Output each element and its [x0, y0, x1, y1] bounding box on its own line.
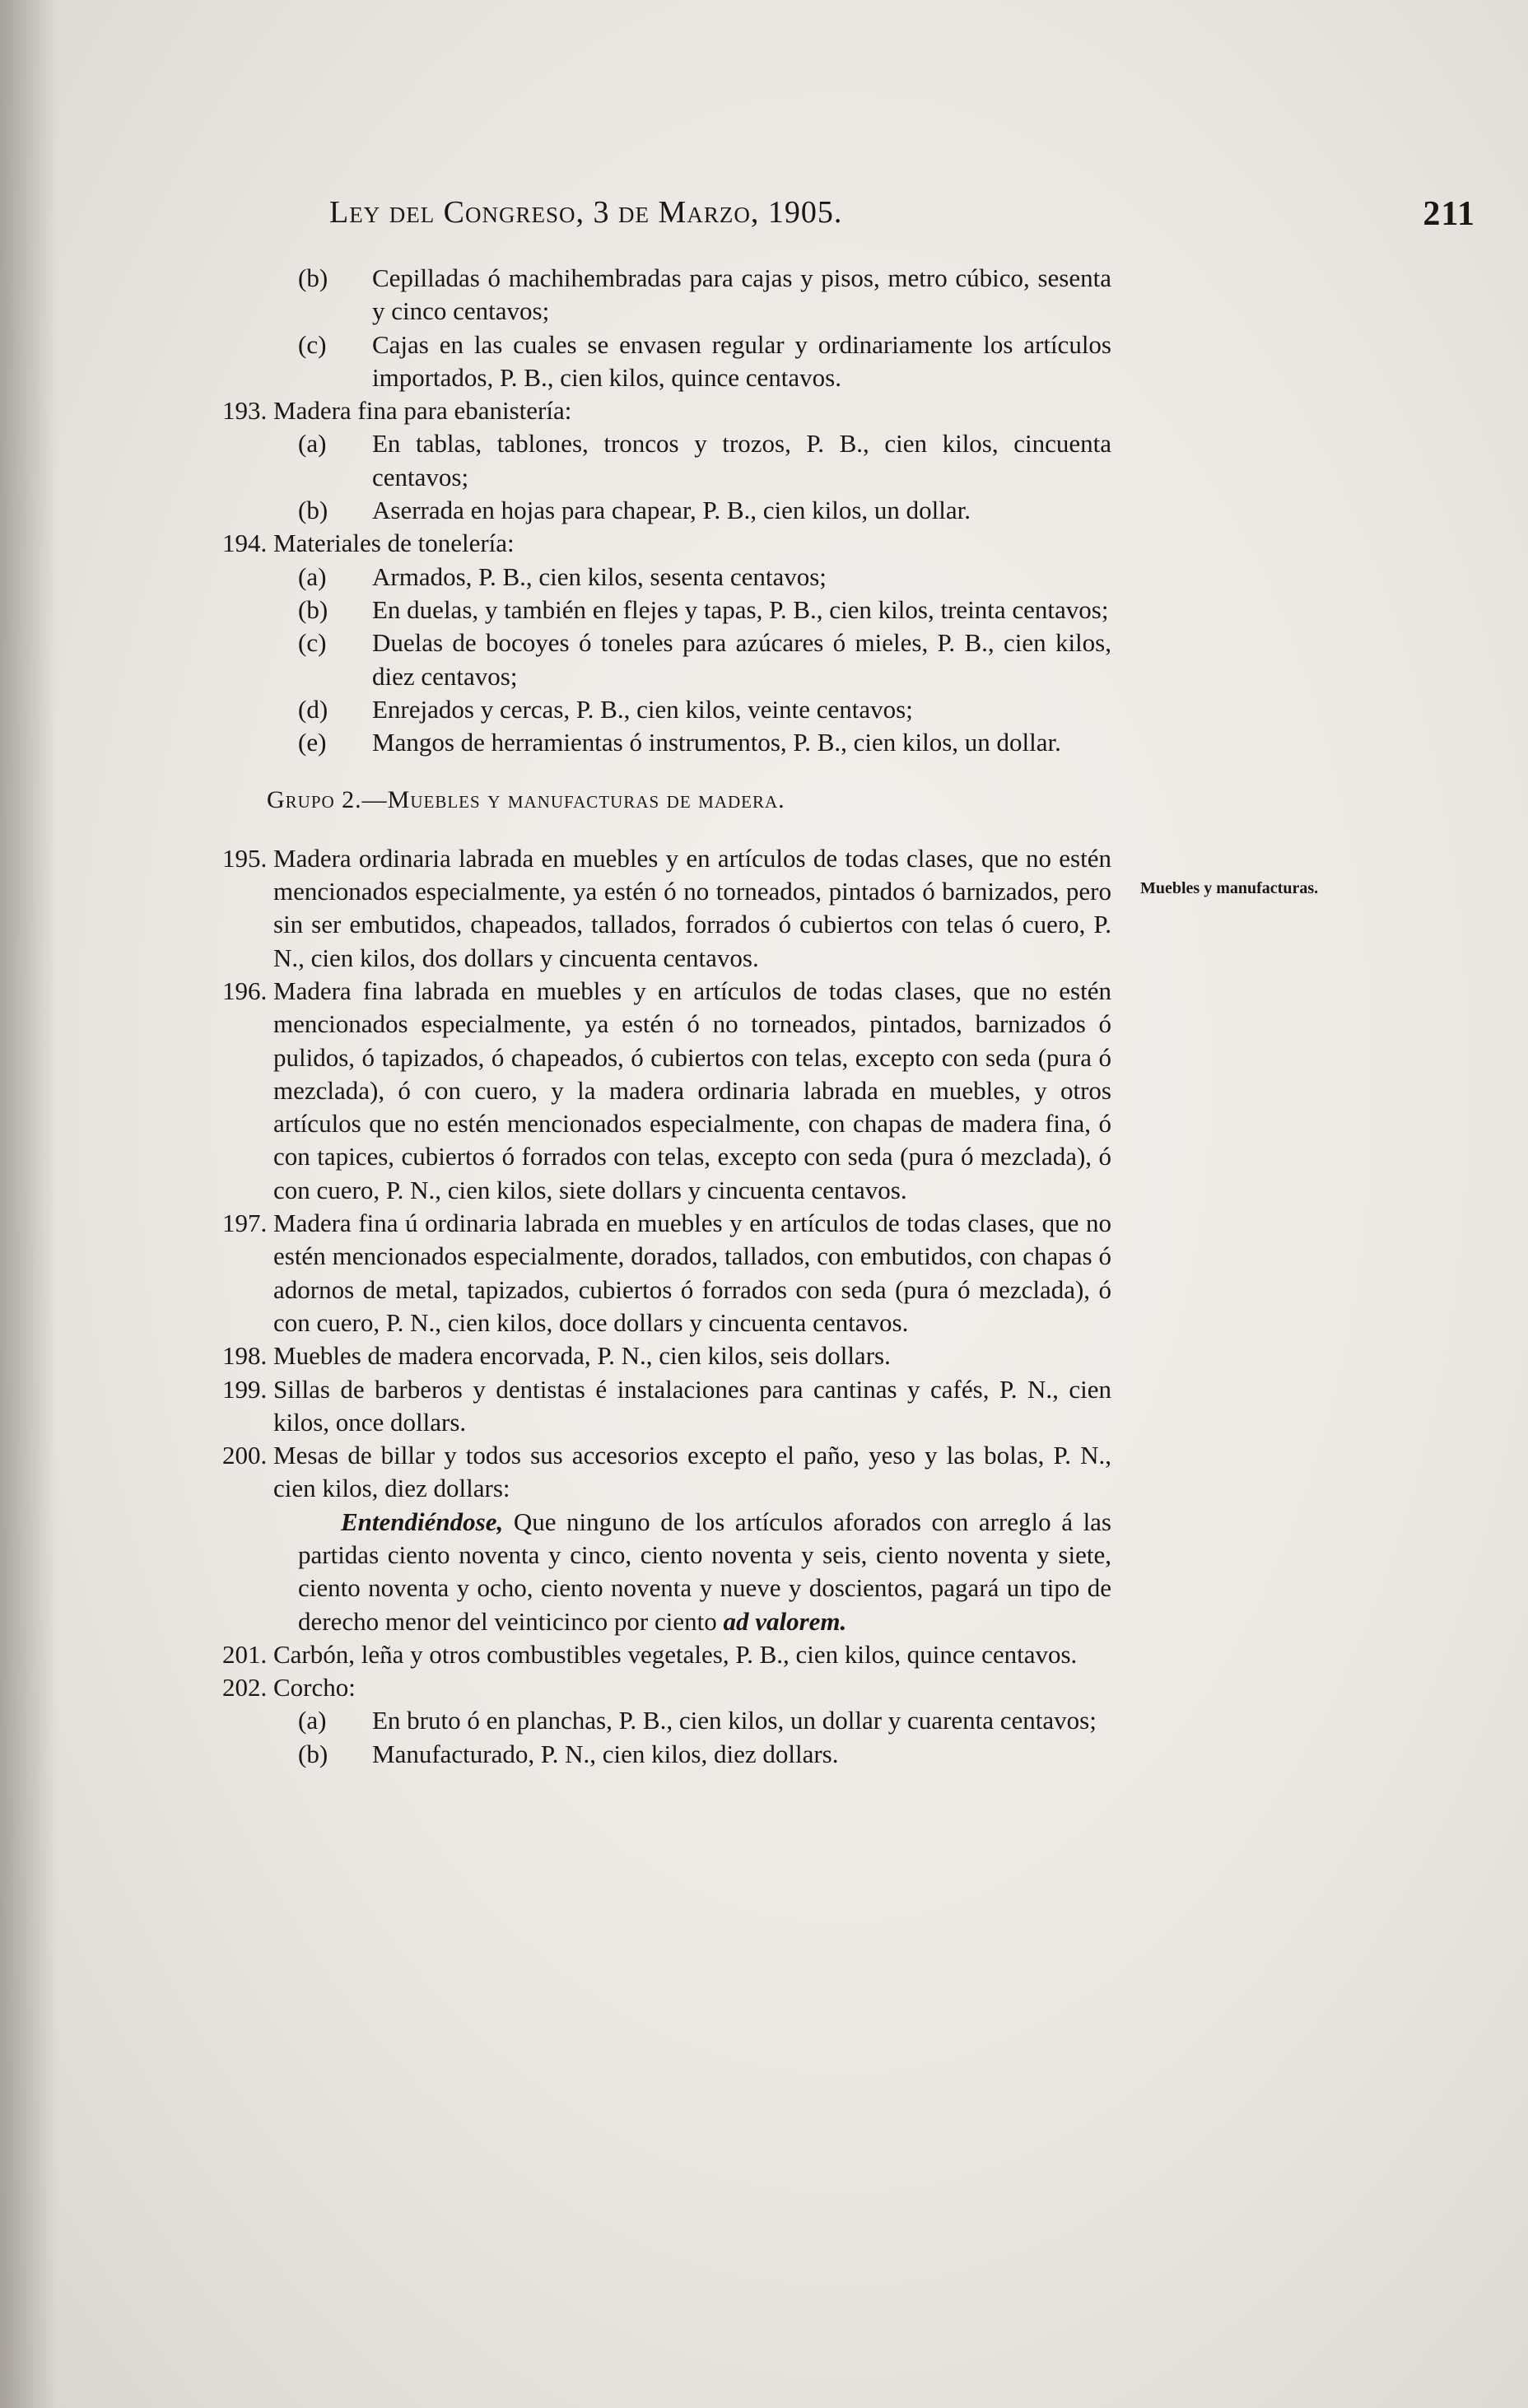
item-text: Cepilladas ó machihembradas para cajas y pisos, metro cúbico, sesenta y cinco centavos;: [372, 263, 1111, 326]
item-letter: (b): [298, 594, 328, 624]
item-letter: (b): [298, 1739, 328, 1768]
item-letter: (a): [298, 429, 327, 459]
list-item: [222, 1373, 1111, 1440]
item-text: Cajas en las cuales se envasen regular y ordinariamente los artículos importados, P. B., cien kilos, quince centavos.: [372, 329, 1111, 392]
item-text: En duelas, y también en flejes y tapas, P. B., cien kilos, treinta centavos;: [372, 594, 1109, 624]
item-letter: (c): [298, 329, 327, 359]
gutter-shadow: [0, 0, 58, 2408]
item-letter: (a): [298, 561, 327, 591]
running-head: Ley del Congreso, 3 de Marzo, 1905.: [329, 195, 843, 230]
note-text: Que ninguno de los artículos aforados con arreglo á las partidas ciento noventa y cinco, ciento noventa y seis, ciento noventa y siete, ciento noventa y ocho, ciento noventa y nueve y doscientos, pagará un tipo de derecho menor del veinticinco por ciento: [298, 1507, 1112, 1636]
item-text: Madera fina labrada en muebles y en artículos de todas clases, que no estén mencionados especialmente, ya estén ó no torneados, pintados, barnizados ó pulidos, ó tapizados, ó chapeados, ó cubiertos con telas, excepto con seda (pura ó mezclada), ó con cuero, y la madera ordinaria labrada en muebles, y otros artículos que no estén mencionados especialmente, con chapas de madera fina, ó con tapices, cubiertos ó forrados con telas, excepto con seda (pura ó mezclada), ó con cuero, P. N., cien kilos, siete dollars y cincuenta centavos.: [273, 976, 1111, 1204]
list-item: [222, 1207, 1111, 1339]
item-number: 201.: [222, 1639, 268, 1669]
item-text: Aserrada en hojas para chapear, P. B., cien kilos, un dollar.: [372, 496, 971, 525]
list-item: [222, 394, 1111, 427]
list-item: [298, 594, 1111, 626]
item-letter: (b): [298, 263, 328, 292]
list-item: [298, 726, 1111, 759]
item-text: Carbón, leña y otros combustibles vegetales, P. B., cien kilos, quince centavos.: [273, 1639, 1078, 1669]
item-text: Madera fina ú ordinaria labrada en muebles y en artículos de todas clases, que no estén mencionados especialmente, dorados, tallados, con embutidos, con chapas ó adornos de metal, tapizados, cubiertos ó forrados con seda (pura ó mezclada), ó con cuero, P. N., cien kilos, doce dollars y cincuenta centavos.: [273, 1209, 1111, 1337]
item-number: 198.: [222, 1341, 268, 1371]
item-text: Manufacturado, P. N., cien kilos, diez dollars.: [372, 1739, 839, 1768]
list-item: [222, 1638, 1111, 1671]
list-item: [298, 494, 1111, 527]
item-letter: (e): [298, 728, 327, 757]
page-number: 211: [1423, 195, 1475, 233]
item-text: Materiales de tonelería:: [273, 529, 515, 558]
item-letter: (c): [298, 628, 327, 658]
proviso-note: [222, 1506, 1111, 1638]
group-heading: Grupo 2.—Muebles y manufacturas de madera.: [267, 786, 785, 814]
item-number: 200.: [222, 1441, 268, 1470]
note-lead: Entendiéndose,: [341, 1507, 504, 1536]
item-number: 194.: [222, 529, 268, 558]
list-item: [298, 626, 1111, 693]
body-text: [222, 262, 1111, 1771]
item-number: 193.: [222, 396, 268, 426]
list-item: [298, 561, 1111, 594]
list-item: [298, 693, 1111, 726]
item-text: En tablas, tablones, troncos y trozos, P. B., cien kilos, cincuenta centavos;: [372, 429, 1111, 491]
item-text: Mesas de billar y todos sus accesorios excepto el paño, yeso y las bolas, P. N., cien kilos, diez dollars:: [273, 1441, 1111, 1503]
list-item: [222, 527, 1111, 560]
item-number: 196.: [222, 976, 268, 1005]
list-item: [298, 262, 1111, 328]
item-text: Corcho:: [273, 1673, 356, 1702]
list-item: [298, 328, 1111, 395]
item-text: Enrejados y cercas, P. B., cien kilos, veinte centavos;: [372, 694, 913, 724]
list-item: [222, 1339, 1111, 1372]
list-item: [222, 842, 1111, 975]
list-item: [222, 975, 1111, 1207]
item-text: En bruto ó en planchas, P. B., cien kilos, un dollar y cuarenta centavos;: [372, 1706, 1097, 1735]
item-text: Duelas de bocoyes ó toneles para azúcares ó mieles, P. B., cien kilos, diez centavos;: [372, 628, 1111, 691]
list-item: [222, 1439, 1111, 1506]
list-item: [298, 1704, 1111, 1737]
page-header: [329, 194, 1475, 235]
item-text: Madera ordinaria labrada en muebles y en artículos de todas clases, que no estén mencionados especialmente, ya estén ó no torneados, pintados ó barnizados, pero sin ser embutidos, chapeados, tallados, forrados ó cubiertos con telas ó cuero, P. N., cien kilos, dos dollars y cincuenta centavos.: [273, 843, 1111, 972]
item-text: Madera fina para ebanistería:: [273, 396, 572, 426]
item-text: Sillas de barberos y dentistas é instalaciones para cantinas y cafés, P. N., cien kilos, once dollars.: [273, 1374, 1111, 1437]
list-item: [298, 427, 1111, 494]
list-item: [222, 1671, 1111, 1704]
note-italic-tail: ad valorem.: [723, 1606, 847, 1636]
item-text: Muebles de madera encorvada, P. N., cien kilos, seis dollars.: [273, 1341, 891, 1371]
item-letter: (b): [298, 496, 328, 525]
item-letter: (d): [298, 694, 328, 724]
item-text: Armados, P. B., cien kilos, sesenta centavos;: [372, 561, 827, 591]
item-text: Mangos de herramientas ó instrumentos, P. B., cien kilos, un dollar.: [372, 728, 1061, 757]
item-number: 197.: [222, 1209, 268, 1238]
item-number: 195.: [222, 843, 268, 873]
item-letter: (a): [298, 1706, 327, 1735]
list-item: [298, 1738, 1111, 1771]
item-number: 199.: [222, 1374, 268, 1404]
item-number: 202.: [222, 1673, 268, 1702]
margin-note: Muebles y manufacturas.: [1140, 879, 1319, 897]
